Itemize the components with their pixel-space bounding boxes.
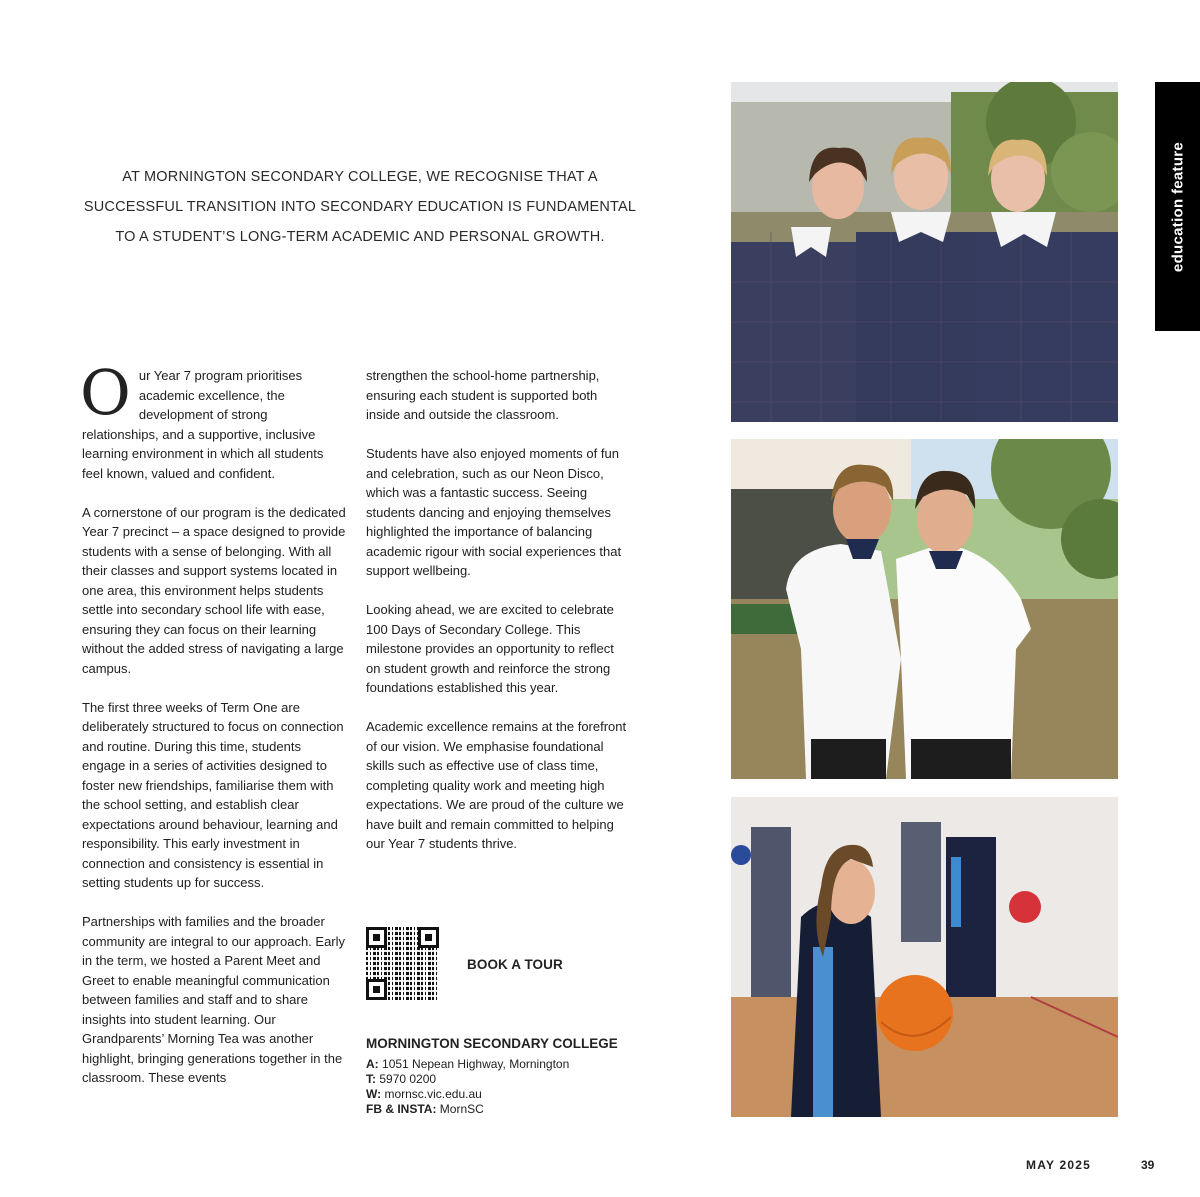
web-line bbox=[366, 1087, 636, 1102]
footer-month: MAY 2025 bbox=[1026, 1158, 1091, 1172]
qr-finder-icon bbox=[418, 927, 439, 948]
article-paragraph: strengthen the school-home partnership, ensuring each student is supported both inside and outside the classroom. bbox=[366, 368, 600, 422]
article-paragraph: Students have also enjoyed moments of fun and celebration, such as our Neon Disco, which was a fantastic success. Seeing students dancing and enjoying themselves highlighted the importance of balancing academic rigour with social experiences that support wellbeing. bbox=[366, 446, 622, 578]
book-tour-label[interactable]: BOOK A TOUR bbox=[467, 957, 563, 972]
intro-line: SUCCESSFUL TRANSITION INTO SECONDARY EDUCATION IS FUNDAMENTAL bbox=[83, 199, 637, 215]
photo-three-girls bbox=[731, 82, 1118, 422]
article-paragraph: Partnerships with families and the broader community are integral to our approach. Early in the term, we hosted a Parent Meet and Greet to enable meaningful communication between families and staff and to share insights into student learning. Our Grandparents’ Morning Tea was another highlight, bringing generations together in the classroom. These events bbox=[82, 914, 346, 1085]
address-value: 1051 Nepean Highway, Mornington bbox=[382, 1057, 570, 1071]
drop-cap: O bbox=[80, 356, 131, 429]
photo-two-boys bbox=[731, 439, 1118, 779]
phone-label: T: bbox=[366, 1072, 376, 1086]
intro-line: AT MORNINGTON SECONDARY COLLEGE, WE RECOGNISE THAT A bbox=[122, 169, 598, 185]
article-paragraph bbox=[80, 356, 346, 483]
article-paragraph: Academic excellence remains at the forefront of our vision. We emphasise foundational skills such as effective use of class time, completing quality work and meeting high expectations. We are proud of the culture we have built and remain committed to helping our Year 7 students thrive. bbox=[366, 719, 627, 851]
web-value[interactable]: mornsc.vic.edu.au bbox=[384, 1087, 482, 1101]
intro-heading bbox=[70, 162, 650, 252]
contact-block bbox=[366, 1036, 636, 1117]
article-paragraph: The first three weeks of Term One are deliberately structured to focus on connection and routine. During this time, students engage in a series of activities designed to foster new friendships, familiarise them with the school setting, and establish clear expectations around behaviour, learning and responsibility. This early investment in connection and consistency is essential in setting students up for success. bbox=[82, 699, 344, 890]
qr-finder-icon bbox=[366, 979, 387, 1000]
address-label: A: bbox=[366, 1057, 379, 1071]
social-label: FB & INSTA: bbox=[366, 1102, 437, 1116]
qr-code[interactable] bbox=[366, 927, 439, 1000]
social-value[interactable]: MornSC bbox=[439, 1102, 484, 1116]
address-line bbox=[366, 1057, 636, 1072]
section-tab-label: education feature bbox=[1169, 141, 1186, 272]
section-tab bbox=[1155, 82, 1200, 331]
article-column-right bbox=[366, 366, 631, 873]
web-label: W: bbox=[366, 1087, 382, 1101]
phone-line bbox=[366, 1072, 636, 1087]
page-number: 39 bbox=[1141, 1158, 1155, 1172]
school-name: MORNINGTON SECONDARY COLLEGE bbox=[366, 1036, 618, 1051]
phone-value[interactable]: 5970 0200 bbox=[379, 1072, 437, 1086]
intro-line: TO A STUDENT’S LONG-TERM ACADEMIC AND PERSONAL GROWTH. bbox=[115, 229, 605, 245]
social-line bbox=[366, 1102, 636, 1117]
article-paragraph: Looking ahead, we are excited to celebrate 100 Days of Secondary College. This milestone provides an opportunity to reflect on student growth and reinforce the strong foundations established this year. bbox=[366, 602, 614, 695]
article-paragraph: A cornerstone of our program is the dedicated Year 7 precinct – a space designed to provide students with a sense of belonging. With all their classes and support systems located in one area, this environment helps students settle into secondary school life with ease, ensuring they can focus on their learning without the added stress of navigating a large campus. bbox=[82, 504, 346, 676]
photo-gym-ball bbox=[731, 797, 1118, 1117]
article-column-left bbox=[80, 356, 346, 1107]
qr-finder-icon bbox=[366, 927, 387, 948]
paragraph-text: ur Year 7 program prioritises academic excellence, the development of strong relationships, and a supportive, inclusive learning environment in which all students feel known, valued and confident. bbox=[82, 368, 324, 481]
